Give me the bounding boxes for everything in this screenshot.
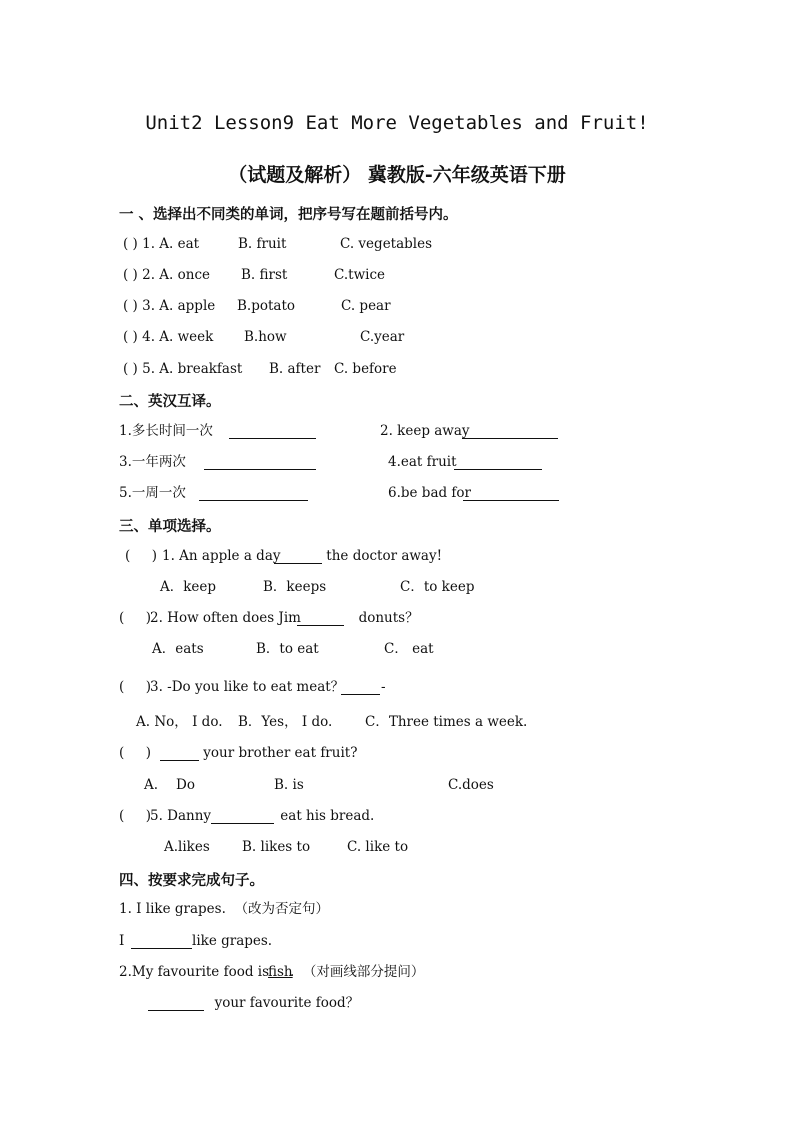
answer-blank[interactable]	[274, 549, 322, 564]
answer-blank[interactable]	[463, 486, 559, 501]
section4-heading: 四、按要求完成句子。	[119, 872, 264, 889]
answer-blank[interactable]	[148, 996, 204, 1011]
page-subtitle: （试题及解析） 冀教版-六年级英语下册	[228, 164, 566, 186]
answer-blank[interactable]	[341, 680, 380, 695]
page-title: Unit2 Lesson9 Eat More Vegetables and Fruit!	[145, 112, 649, 134]
section3-heading: 三、单项选择。	[119, 518, 221, 535]
answer-blank[interactable]	[204, 455, 316, 470]
answer-blank[interactable]	[229, 424, 316, 439]
sentence-1: 1. I like grapes. （改为否定句）	[119, 901, 329, 917]
answer-blank[interactable]	[454, 455, 542, 470]
answer-blank[interactable]	[297, 611, 344, 626]
answer-blank[interactable]	[131, 934, 192, 949]
answer-blank[interactable]	[211, 809, 274, 824]
answer-blank[interactable]	[160, 746, 199, 761]
answer-blank[interactable]	[462, 424, 558, 439]
answer-blank[interactable]	[199, 486, 308, 501]
section1-heading: 一 、选择出不同类的单词，把序号写在题前括号内。	[119, 206, 458, 223]
section2-heading: 二、英汉互译。	[119, 393, 221, 410]
